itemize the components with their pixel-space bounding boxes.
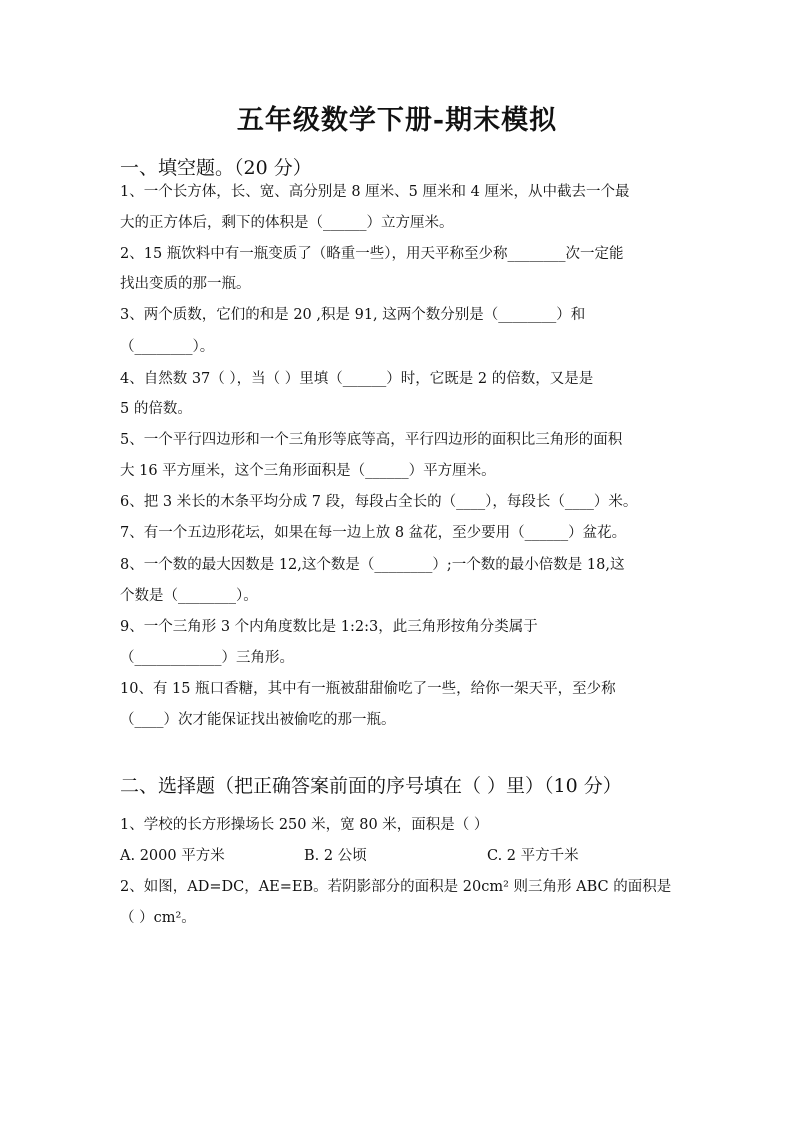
section-1-line: 5、一个平行四边形和一个三角形等底等高，平行四边形的面积比三角形的面积 [120, 432, 623, 448]
section-1-line: 10、有 15 瓶口香糖，其中有一瓶被甜甜偷吃了一些，给你一架天平，至少称 [120, 681, 616, 697]
section-1-line: 4、自然数 37（ ），当（ ）里填（______）时，它既是 2 的倍数，又是是 [120, 371, 594, 387]
section-1-line: 8、一个数的最大因数是 12,这个数是（________）;一个数的最小倍数是 18,这 [120, 557, 625, 573]
question-2-line: 2、如图，AD=DC，AE=EB。若阴影部分的面积是 20cm² 则三角形 ABC 的面积是 [120, 879, 672, 895]
section-1-line: 个数是（________）。 [120, 588, 258, 604]
question-2-line: （ ）cm²。 [120, 910, 196, 926]
section-1-line: 6、把 3 米长的木条平均分成 7 段，每段占全长的（____），每段长（____）米。 [120, 494, 638, 510]
question-1-text: 1、学校的长方形操场长 250 米，宽 80 米，面积是（ ） [120, 817, 489, 833]
section-1-line: 7、有一个五边形花坛，如果在每一边上放 8 盆花，至少要用（______）盆花。 [120, 525, 627, 541]
section-2-heading: 二、选择题（把正确答案前面的序号填在（ ）里）（10 分） [120, 775, 622, 797]
section-1-line: （____）次才能保证找出被偷吃的那一瓶。 [120, 712, 396, 728]
section-1-heading: 一、填空题。（20 分） [120, 157, 312, 179]
section-1-line: 5 的倍数。 [120, 401, 192, 417]
page-title: 五年级数学下册-期末模拟 [236, 105, 558, 136]
section-1-line: 2、15 瓶饮料中有一瓶变质了（略重一些），用天平称至少称________次一定能 [120, 246, 624, 262]
question-1-option-a: A. 2000 平方米 [120, 848, 225, 864]
section-1-line: （________）。 [120, 339, 215, 355]
section-1-line: 1、一个长方体，长、宽、高分别是 8 厘米、5 厘米和 4 厘米，从中截去一个最 [120, 184, 630, 200]
section-1-line: （____________）三角形。 [120, 650, 294, 666]
section-1-line: 大 16 平方厘米，这个三角形面积是（______）平方厘米。 [120, 463, 496, 479]
section-1-line: 大的正方体后，剩下的体积是（______）立方厘米。 [120, 215, 454, 231]
question-1-option-c: C. 2 平方千米 [487, 848, 579, 864]
section-1-line: 9、一个三角形 3 个内角度数比是 1:2:3，此三角形按角分类属于 [120, 619, 538, 635]
section-1-line: 找出变质的那一瓶。 [120, 276, 251, 292]
question-1-option-b: B. 2 公顷 [304, 848, 367, 864]
section-1-line: 3、两个质数，它们的和是 20 ,积是 91, 这两个数分别是（________）和 [120, 307, 586, 323]
